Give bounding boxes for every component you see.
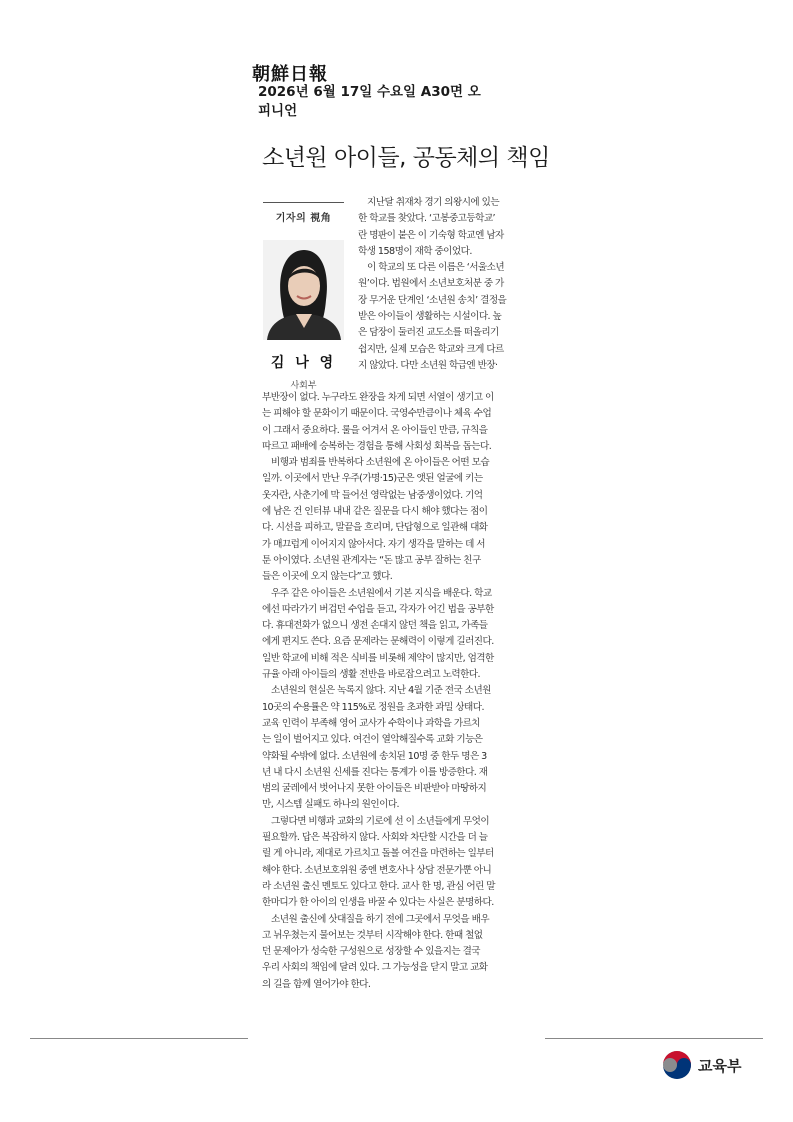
article-text-line: 에선 따라가기 버겁던 수업을 듣고, 각자가 어긴 법을 공부한: [262, 603, 494, 615]
author-photo: [263, 240, 344, 340]
article-text-line: 은 담장이 둘러진 교도소를 떠올리기: [358, 327, 499, 339]
article-text-line: 우주 같은 아이들은 소년원에서 기본 지식을 배운다. 학교: [262, 587, 492, 599]
article-text-line: 던 문제아가 성숙한 구성원으로 성장할 수 있을지는 결국: [262, 946, 481, 958]
article-text-line: 비행과 범죄를 반복하다 소년원에 온 아이들은 어떤 모습: [262, 457, 490, 469]
article-text-line: 한 학교를 찾았다. ‘고봉중고등학교’: [358, 213, 496, 225]
article-text-line: 고 뉘우쳤는지 물어보는 것부터 시작해야 한다. 한때 철없: [262, 929, 483, 941]
article-text-line: 학생 158명이 재학 중이었다.: [358, 245, 472, 257]
publication-dateline: 2026년 6월 17일 수요일 A30면 오피니언: [258, 84, 481, 119]
article-text-line: 일반 학교에 비해 적은 식비를 비롯해 제약이 많지만, 엄격한: [262, 652, 494, 664]
article-text-line: 에게 편지도 쓴다. 요즘 문제라는 문해력이 이렇게 길러진다.: [262, 636, 494, 648]
article-body-top: [358, 195, 532, 374]
article-text-line: 툰 아이였다. 소년원 관계자는 “돈 많고 공부 잘하는 친구: [262, 554, 481, 566]
ministry-logo: [662, 1050, 741, 1080]
article-text-line: 따르고 패배에 승복하는 경험을 통해 사회성 회복을 돕는다.: [262, 440, 492, 452]
article-text-line: 소년원 출신에 삿대질을 하기 전에 그곳에서 무엇을 배우: [262, 913, 490, 925]
footer-divider-right: [545, 1038, 763, 1039]
article-text-line: 는 피해야 할 문화이기 때문이다. 국영수만큼이나 체육 수업: [262, 408, 492, 420]
article-text-line: 일까. 이곳에서 만난 우주(가명·15)군은 앳된 얼굴에 키는: [262, 473, 483, 485]
article-text-line: 라 소년원 출신 멘토도 있다고 한다. 교사 한 명, 관심 어린 말: [262, 880, 495, 892]
article-text-line: 약화될 수밖에 없다. 소년원에 송치된 10명 중 한두 명은 3: [262, 750, 487, 762]
article-text-line: 는 일이 벌어지고 있다. 여건이 열악해질수록 교화 기능은: [262, 734, 483, 746]
article-text-line: 웃자란, 사춘기에 막 들어선 영락없는 남중생이었다. 기억: [262, 489, 483, 501]
article-text-line: 교육 인력이 부족해 영어 교사가 수학이나 과학을 가르치: [262, 717, 481, 729]
article-text-line: 우리 사회의 책임에 달려 있다. 그 가능성을 닫지 말고 교화: [262, 962, 488, 974]
article-headline: 소년원 아이들, 공동체의 책임: [262, 145, 550, 171]
taegeuk-emblem-icon: [662, 1050, 692, 1080]
article-text-line: 에 남은 건 인터뷰 내내 같은 질문을 다시 해야 했다는 점이: [262, 506, 488, 518]
byline-box: [263, 202, 344, 391]
article-text-line: 범의 굴레에서 벗어나지 못한 아이들은 비판받아 마땅하지: [262, 783, 487, 795]
article-text-line: 들은 이곳에 오지 않는다”고 했다.: [262, 571, 393, 583]
article-text-line: 한마디가 한 아이의 인생을 바꿀 수 있다는 사실은 분명하다.: [262, 897, 494, 909]
article-text-line: 년 내 다시 소년원 신세를 진다는 통계가 이를 방증한다. 재: [262, 766, 488, 778]
article-text-line: 다. 시선을 피하고, 말끝을 흐리며, 단답형으로 일관해 대화: [262, 522, 488, 534]
footer-divider-left: [30, 1038, 248, 1039]
article-text-line: 이 학교의 또 다른 이름은 ‘서울소년: [358, 262, 505, 274]
article-text-line: 장 무거운 단계인 ‘소년원 송치’ 결정을: [358, 294, 507, 306]
article-text-line: 지 않았다. 다만 소년원 학급엔 반장·: [358, 359, 498, 371]
article-text-line: 부반장이 없다. 누구라도 완장을 차게 되면 서열이 생기고 이: [262, 392, 494, 403]
author-department: 사회부: [290, 381, 317, 391]
article-text-line: 릴 게 아니라, 제대로 가르치고 돌볼 여건을 마련하는 일부터: [262, 848, 494, 860]
article-text-line: 해야 한다. 소년보호위원 중엔 변호사나 상담 전문가뿐 아니: [262, 864, 492, 876]
article-body-main: [262, 390, 531, 993]
article-text-line: 지난달 취재차 경기 의왕시에 있는: [358, 197, 500, 208]
ministry-logo-text: 교육부: [698, 1056, 742, 1075]
article-text-line: 의 길을 함께 열어가야 한다.: [262, 978, 371, 990]
article-text-line: 필요할까. 답은 복잡하지 않다. 사회와 차단할 시간을 더 늘: [262, 832, 488, 844]
byline-divider: [263, 202, 344, 203]
article-text-line: 가 매끄럽게 이어지지 않아서다. 자기 생각을 말하는 데 서: [262, 538, 485, 550]
article-text-line: 이 그래서 중요하다. 룰을 어겨서 온 아이들인 만큼, 규칙을: [262, 424, 488, 436]
author-name: 김 나 영: [270, 355, 337, 371]
article-text-line: 란 명판이 붙은 이 기숙형 학교엔 남자: [358, 229, 504, 241]
article-text-line: 그렇다면 비행과 교화의 기로에 선 이 소년들에게 무엇이: [262, 815, 490, 827]
newspaper-masthead: 朝鮮日報: [252, 64, 328, 85]
article-text-line: 만, 시스템 실패도 하나의 원인이다.: [262, 799, 400, 811]
article-text-line: 원’이다. 법원에서 소년보호처분 중 가: [358, 278, 504, 290]
article-text-line: 규율 아래 아이들의 생활 전반을 바로잡으려고 노력한다.: [262, 669, 481, 681]
article-text-line: 쉽지만, 실제 모습은 학교와 크게 다르: [358, 343, 504, 355]
article-text-line: 다. 휴대전화가 없으니 생전 손대지 않던 책을 읽고, 가족들: [262, 620, 488, 632]
column-name: 기자의 視角: [275, 213, 332, 224]
article-text-line: 10곳의 수용률은 약 115%로 정원을 초과한 과밀 상태다.: [262, 701, 484, 713]
article-text-line: 받은 아이들이 생활하는 시설이다. 높: [358, 311, 502, 323]
article-text-line: 소년원의 현실은 녹록지 않다. 지난 4월 기준 전국 소년원: [262, 685, 491, 697]
